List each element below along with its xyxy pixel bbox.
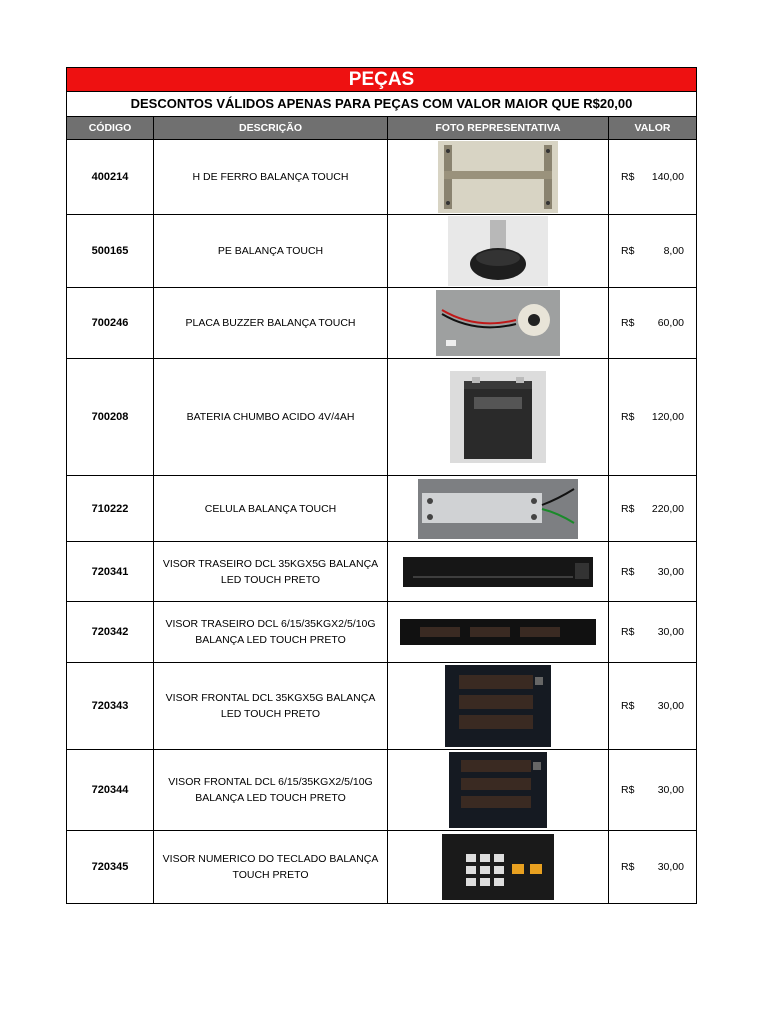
item-description: H DE FERRO BALANÇA TOUCH bbox=[154, 140, 388, 214]
item-description: VISOR FRONTAL DCL 35KGX5G BALANÇA LED TOUCH PRETO bbox=[154, 663, 388, 749]
item-code: 720343 bbox=[67, 663, 154, 749]
load-cell-photo bbox=[388, 476, 609, 541]
header-photo: FOTO REPRESENTATIVA bbox=[388, 117, 609, 139]
price-table bbox=[66, 67, 697, 904]
table-row bbox=[67, 215, 696, 288]
table-row bbox=[67, 288, 696, 359]
table-row bbox=[67, 831, 696, 903]
front-display-photo bbox=[388, 750, 609, 830]
item-value: 60,00 bbox=[657, 317, 684, 329]
header-description: DESCRIÇÃO bbox=[154, 117, 388, 139]
currency-symbol: R$ bbox=[621, 861, 635, 873]
currency-symbol: R$ bbox=[621, 626, 635, 638]
table-row bbox=[67, 750, 696, 831]
currency-symbol: R$ bbox=[621, 317, 635, 329]
item-description: VISOR TRASEIRO DCL 6/15/35KGX2/5/10G BALANÇA LED TOUCH PRETO bbox=[154, 602, 388, 662]
item-value: 120,00 bbox=[651, 411, 684, 423]
battery-photo bbox=[388, 359, 609, 475]
item-value: 220,00 bbox=[651, 502, 684, 515]
item-description: VISOR FRONTAL DCL 6/15/35KGX2/5/10G BALANÇA LED TOUCH PRETO bbox=[154, 750, 388, 830]
keypad-photo bbox=[388, 831, 609, 903]
item-code: 700246 bbox=[67, 288, 154, 358]
iron-frame-photo bbox=[388, 140, 609, 214]
header-code: CÓDIGO bbox=[67, 117, 154, 139]
currency-symbol: R$ bbox=[621, 565, 635, 578]
item-code: 720342 bbox=[67, 602, 154, 662]
table-title: PEÇAS bbox=[67, 68, 696, 92]
item-description: PLACA BUZZER BALANÇA TOUCH bbox=[154, 288, 388, 358]
table-row bbox=[67, 542, 696, 602]
header-value: VALOR bbox=[634, 122, 671, 134]
item-code: 500165 bbox=[67, 215, 154, 287]
table-row bbox=[67, 602, 696, 663]
item-value: 30,00 bbox=[657, 626, 684, 638]
item-description: CELULA BALANÇA TOUCH bbox=[154, 476, 388, 541]
item-description: PE BALANÇA TOUCH bbox=[154, 215, 388, 287]
item-value: 8,00 bbox=[663, 245, 684, 257]
rear-display-photo bbox=[388, 542, 609, 601]
buzzer-photo bbox=[388, 288, 609, 358]
currency-symbol: R$ bbox=[621, 700, 635, 712]
discount-notice: DESCONTOS VÁLIDOS APENAS PARA PEÇAS COM VALOR MAIOR QUE R$20,00 bbox=[67, 92, 696, 117]
item-code: 710222 bbox=[67, 476, 154, 541]
item-value: 30,00 bbox=[657, 784, 684, 796]
item-code: 720344 bbox=[67, 750, 154, 830]
item-value: 140,00 bbox=[651, 171, 684, 183]
item-code: 720341 bbox=[67, 542, 154, 601]
currency-symbol: R$ bbox=[621, 171, 635, 183]
currency-symbol: R$ bbox=[621, 784, 635, 796]
table-row bbox=[67, 140, 696, 215]
currency-symbol: R$ bbox=[621, 502, 635, 515]
table-row bbox=[67, 476, 696, 542]
table-header bbox=[67, 117, 696, 140]
item-description: VISOR NUMERICO DO TECLADO BALANÇA TOUCH PRETO bbox=[154, 831, 388, 903]
item-description: VISOR TRASEIRO DCL 35KGX5G BALANÇA LED TOUCH PRETO bbox=[154, 542, 388, 601]
item-code: 720345 bbox=[67, 831, 154, 903]
foot-photo bbox=[388, 215, 609, 287]
currency-symbol: R$ bbox=[621, 245, 635, 257]
item-description: BATERIA CHUMBO ACIDO 4V/4AH bbox=[154, 359, 388, 475]
rear-display-photo bbox=[388, 602, 609, 662]
item-value: 30,00 bbox=[657, 861, 684, 873]
currency-symbol: R$ bbox=[621, 411, 635, 423]
item-value: 30,00 bbox=[657, 700, 684, 712]
item-value: 30,00 bbox=[657, 565, 684, 578]
front-display-photo bbox=[388, 663, 609, 749]
item-code: 400214 bbox=[67, 140, 154, 214]
table-row bbox=[67, 663, 696, 750]
table-row bbox=[67, 359, 696, 476]
item-code: 700208 bbox=[67, 359, 154, 475]
